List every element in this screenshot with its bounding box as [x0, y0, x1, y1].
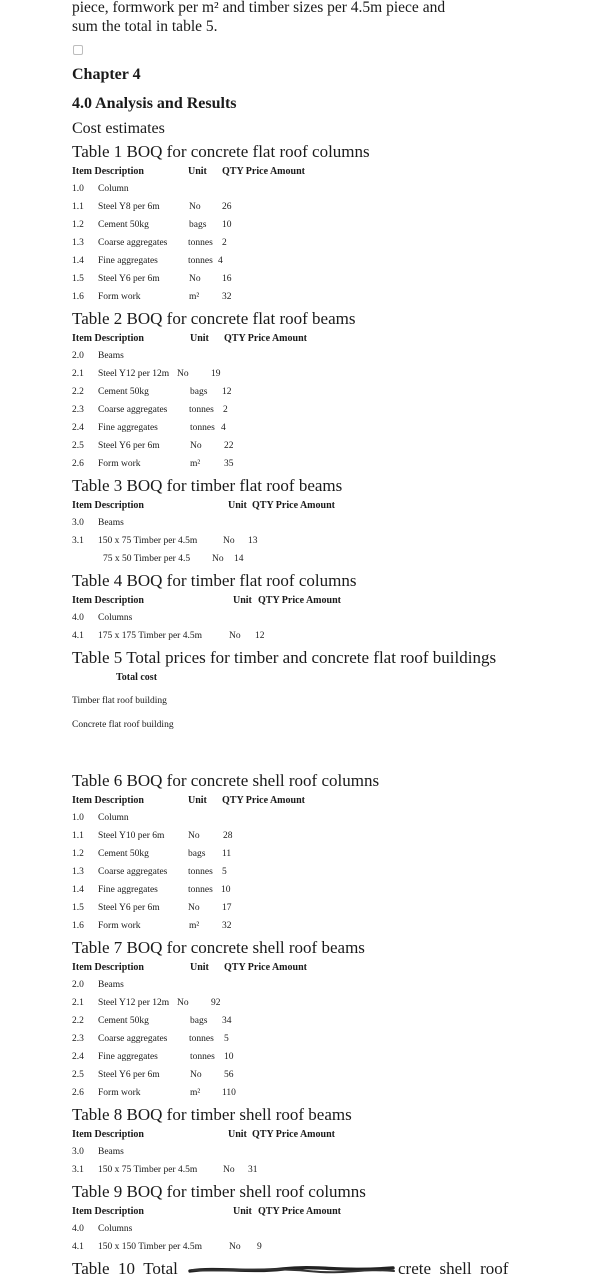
- header-unit: Unit: [233, 595, 252, 606]
- row-desc: Steel Y12 per 12m: [98, 998, 170, 1008]
- row-num: 2.6: [72, 459, 84, 469]
- header-qty-price-amount: QTY Price Amount: [258, 595, 341, 606]
- header-qty-price-amount: QTY Price Amount: [258, 1206, 341, 1217]
- row-desc: Coarse aggregates: [98, 1034, 168, 1044]
- table-1-caption: Table 1 BOQ for concrete flat roof columns: [72, 142, 370, 161]
- row-desc: Beams: [98, 518, 124, 528]
- row-qty: 31: [248, 1165, 258, 1175]
- row-qty: 2: [222, 238, 227, 248]
- row-desc: Cement 50kg: [98, 220, 149, 230]
- row-qty: 4: [221, 423, 226, 433]
- row-num: 2.5: [72, 441, 84, 451]
- header-qty-price-amount: QTY Price Amount: [222, 166, 305, 177]
- row-desc: Beams: [98, 1147, 124, 1157]
- row-qty: 32: [222, 921, 232, 931]
- row-desc: 175 x 175 Timber per 4.5m: [98, 631, 202, 641]
- row-unit: m²: [189, 921, 200, 931]
- row-qty: 9: [257, 1242, 262, 1252]
- row-unit: No: [190, 1070, 202, 1080]
- header-item-description: Item Description: [72, 1129, 144, 1140]
- header-item-description: Item Description: [72, 962, 144, 973]
- header-qty-price-amount: QTY Price Amount: [252, 1129, 335, 1140]
- row-num: 1.4: [72, 885, 84, 895]
- header-unit: Unit: [188, 795, 207, 806]
- row-desc: 150 x 75 Timber per 4.5m: [98, 536, 198, 546]
- row-unit: No: [177, 369, 189, 379]
- row-unit: No: [229, 1242, 241, 1252]
- row-num: 3.0: [72, 1147, 84, 1157]
- table-2-caption: Table 2 BOQ for concrete flat roof beams: [72, 309, 356, 328]
- section-heading: 4.0 Analysis and Results: [72, 95, 237, 112]
- row-qty: 26: [222, 202, 232, 212]
- row-unit: bags: [190, 387, 208, 397]
- row-unit: tonnes: [190, 1052, 215, 1062]
- row-qty: 12: [222, 387, 232, 397]
- row-num: 2.1: [72, 998, 84, 1008]
- row-num: 1.2: [72, 220, 84, 230]
- table-7-caption: Table 7 BOQ for concrete shell roof beams: [72, 938, 365, 957]
- row-desc: Steel Y6 per 6m: [98, 274, 160, 284]
- row-desc: Steel Y12 per 12m: [98, 369, 170, 379]
- row-qty: 14: [234, 554, 244, 564]
- row-desc: Coarse aggregates: [98, 867, 168, 877]
- row-unit: No: [189, 274, 201, 284]
- row-unit: tonnes: [188, 885, 213, 895]
- row-unit: bags: [189, 220, 207, 230]
- row-num: 1.6: [72, 921, 84, 931]
- row-num: 2.1: [72, 369, 84, 379]
- row-num: 2.0: [72, 980, 84, 990]
- row-num: 2.2: [72, 387, 84, 397]
- row-desc: Coarse aggregates: [98, 238, 168, 248]
- row-desc: 75 x 50 Timber per 4.5: [103, 554, 191, 564]
- row-unit: No: [189, 202, 201, 212]
- row-qty: 10: [224, 1052, 234, 1062]
- row-num: 4.1: [72, 631, 84, 641]
- row-qty: 19: [211, 369, 221, 379]
- row-unit: m²: [190, 459, 201, 469]
- row-desc: Fine aggregates: [98, 1052, 158, 1062]
- row-qty: 12: [255, 631, 265, 641]
- row-qty: 11: [222, 849, 232, 859]
- row-num: 1.1: [72, 202, 84, 212]
- header-qty-price-amount: QTY Price Amount: [224, 333, 307, 344]
- row-desc: Form work: [98, 459, 141, 469]
- table-6-caption: Table 6 BOQ for concrete shell roof columns: [72, 771, 380, 790]
- table-5-caption: Table 5 Total prices for timber and concrete flat roof buildings: [72, 648, 497, 667]
- row-num: 2.4: [72, 423, 84, 433]
- row-desc: Form work: [98, 921, 141, 931]
- header-item-description: Item Description: [72, 595, 144, 606]
- row-unit: m²: [190, 1088, 201, 1098]
- row-desc: Beams: [98, 351, 124, 361]
- row-qty: 2: [223, 405, 228, 415]
- row-qty: 16: [222, 274, 232, 284]
- row-desc: Coarse aggregates: [98, 405, 168, 415]
- header-item-description: Item Description: [72, 1206, 144, 1217]
- row-num: 4.0: [72, 613, 84, 623]
- chapter-heading: Chapter 4: [72, 66, 141, 83]
- row-qty: 4: [218, 256, 223, 266]
- row-desc: Steel Y8 per 6m: [98, 202, 160, 212]
- header-qty-price-amount: QTY Price Amount: [224, 962, 307, 973]
- header-unit: Unit: [233, 1206, 252, 1217]
- row-unit: No: [212, 554, 224, 564]
- row-desc: Form work: [98, 292, 141, 302]
- intro-line-1: piece, formwork per m² and timber sizes per 4.5m piece and: [72, 0, 446, 16]
- row-desc: Fine aggregates: [98, 885, 158, 895]
- row-desc: Steel Y6 per 6m: [98, 903, 160, 913]
- row-unit: tonnes: [188, 256, 213, 266]
- table-row: Concrete flat roof building: [72, 720, 174, 730]
- header-item-description: Item Description: [72, 333, 144, 344]
- row-num: 1.0: [72, 184, 84, 194]
- table-4-caption: Table 4 BOQ for timber flat roof columns: [72, 571, 357, 590]
- intro-line-2: sum the total in table 5.: [72, 18, 218, 35]
- row-num: 2.6: [72, 1088, 84, 1098]
- row-num: 1.4: [72, 256, 84, 266]
- header-qty-price-amount: QTY Price Amount: [222, 795, 305, 806]
- row-desc: Cement 50kg: [98, 387, 149, 397]
- row-num: 2.4: [72, 1052, 84, 1062]
- row-num: 2.3: [72, 405, 84, 415]
- row-num: 1.3: [72, 867, 84, 877]
- intro-paragraph: [72, 0, 542, 36]
- row-qty: 56: [224, 1070, 234, 1080]
- row-unit: No: [223, 536, 235, 546]
- row-desc: Fine aggregates: [98, 423, 158, 433]
- row-num: 3.1: [72, 1165, 84, 1175]
- row-qty: 13: [248, 536, 258, 546]
- row-desc: Cement 50kg: [98, 849, 149, 859]
- row-num: 3.0: [72, 518, 84, 528]
- row-qty: 5: [222, 867, 227, 877]
- table-10-caption-end: crete shell roof: [398, 1259, 509, 1278]
- row-num: 2.3: [72, 1034, 84, 1044]
- scribble-redaction: [188, 1265, 396, 1275]
- row-desc: Steel Y6 per 6m: [98, 1070, 160, 1080]
- row-num: 1.5: [72, 274, 84, 284]
- row-desc: Cement 50kg: [98, 1016, 149, 1026]
- row-desc: Column: [98, 813, 129, 823]
- header-unit: Unit: [228, 1129, 247, 1140]
- row-unit: No: [229, 631, 241, 641]
- row-num: 1.1: [72, 831, 84, 841]
- row-num: 1.6: [72, 292, 84, 302]
- row-qty: 5: [224, 1034, 229, 1044]
- header-item-description: Item Description: [72, 500, 144, 511]
- header-unit: Unit: [190, 333, 209, 344]
- row-unit: bags: [188, 849, 206, 859]
- row-qty: 28: [223, 831, 233, 841]
- row-unit: tonnes: [188, 238, 213, 248]
- row-desc: Form work: [98, 1088, 141, 1098]
- row-desc: Steel Y6 per 6m: [98, 441, 160, 451]
- row-qty: 22: [224, 441, 234, 451]
- row-unit: tonnes: [188, 867, 213, 877]
- empty-checkbox[interactable]: [73, 45, 83, 55]
- row-num: 1.5: [72, 903, 84, 913]
- row-unit: tonnes: [189, 1034, 214, 1044]
- cost-estimates-heading: Cost estimates: [72, 120, 165, 137]
- header-item-description: Item Description: [72, 795, 144, 806]
- header-unit: Unit: [228, 500, 247, 511]
- row-desc: Columns: [98, 613, 133, 623]
- row-num: 2.0: [72, 351, 84, 361]
- row-desc: Column: [98, 184, 129, 194]
- row-desc: Steel Y10 per 6m: [98, 831, 165, 841]
- row-unit: bags: [190, 1016, 208, 1026]
- row-unit: m²: [189, 292, 200, 302]
- header-unit: Unit: [190, 962, 209, 973]
- row-num: 4.1: [72, 1242, 84, 1252]
- header-item-description: Item Description: [72, 166, 144, 177]
- table-8-caption: Table 8 BOQ for timber shell roof beams: [72, 1105, 352, 1124]
- row-unit: No: [188, 831, 200, 841]
- row-desc: Fine aggregates: [98, 256, 158, 266]
- row-num: 4.0: [72, 1224, 84, 1234]
- table-3-caption: Table 3 BOQ for timber flat roof beams: [72, 476, 343, 495]
- row-qty: 92: [211, 998, 221, 1008]
- row-qty: 35: [224, 459, 234, 469]
- row-desc: 150 x 150 Timber per 4.5m: [98, 1242, 202, 1252]
- header-qty-price-amount: QTY Price Amount: [252, 500, 335, 511]
- table-row: Timber flat roof building: [72, 696, 167, 706]
- row-qty: 34: [222, 1016, 232, 1026]
- row-unit: tonnes: [189, 405, 214, 415]
- row-desc: 150 x 75 Timber per 4.5m: [98, 1165, 198, 1175]
- header-unit: Unit: [188, 166, 207, 177]
- row-unit: No: [177, 998, 189, 1008]
- row-num: 2.2: [72, 1016, 84, 1026]
- row-unit: No: [223, 1165, 235, 1175]
- row-unit: tonnes: [190, 423, 215, 433]
- row-unit: No: [190, 441, 202, 451]
- row-qty: 32: [222, 292, 232, 302]
- table-9-caption: Table 9 BOQ for timber shell roof columns: [72, 1182, 366, 1201]
- row-num: 2.5: [72, 1070, 84, 1080]
- row-qty: 10: [221, 885, 231, 895]
- table-5-header-total-cost: Total cost: [116, 672, 158, 683]
- row-num: 1.2: [72, 849, 84, 859]
- row-num: 3.1: [72, 536, 84, 546]
- row-desc: Beams: [98, 980, 124, 990]
- row-qty: 110: [222, 1088, 236, 1098]
- table-10-caption-start: Table 10 Total: [72, 1259, 178, 1278]
- row-qty: 10: [222, 220, 232, 230]
- row-unit: No: [188, 903, 200, 913]
- row-num: 1.0: [72, 813, 84, 823]
- row-qty: 17: [222, 903, 232, 913]
- row-desc: Columns: [98, 1224, 133, 1234]
- row-num: 1.3: [72, 238, 84, 248]
